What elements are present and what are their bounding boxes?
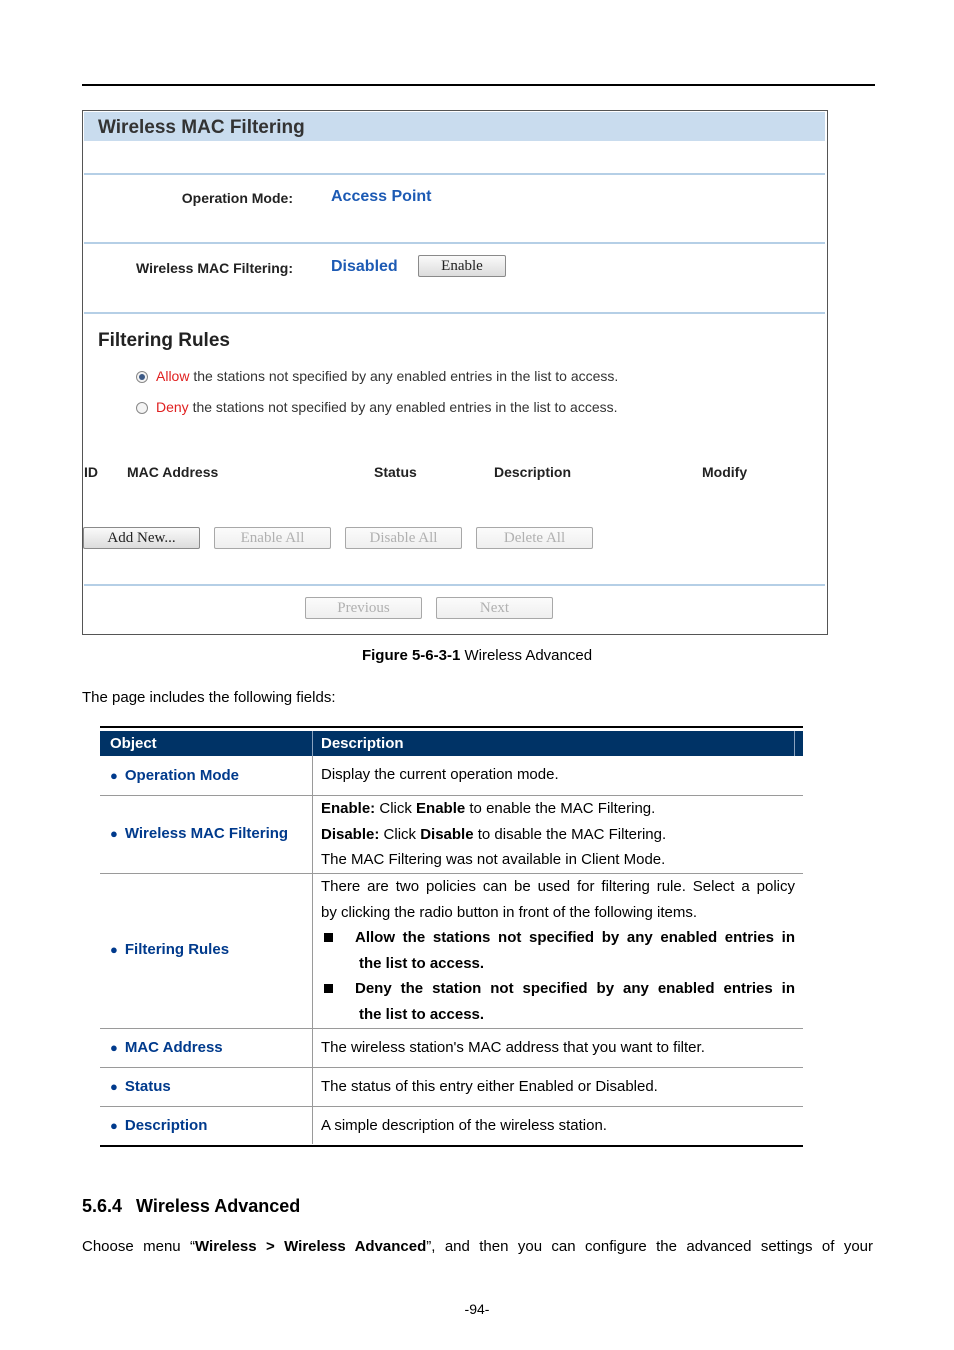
bullet-icon: ● <box>110 768 118 783</box>
intro-paragraph: The page includes the following fields: <box>82 689 336 706</box>
bullet-icon: ● <box>110 1118 118 1133</box>
header-object: Object <box>110 735 157 752</box>
row-object: ● Status <box>110 1078 171 1095</box>
table-row <box>100 1107 803 1144</box>
row-description: Enable: Click Enable to enable the MAC Filtering. Disable: Click Disable to disable the MAC Filtering. The MAC Filtering was not available in Client Mode. <box>321 800 667 868</box>
column-modify: Modify <box>702 464 748 480</box>
column-divider <box>312 874 313 1028</box>
row-description: Display the current operation mode. <box>321 766 559 783</box>
figure-caption <box>0 647 954 664</box>
table-bottom-rule <box>100 1145 803 1147</box>
column-id: ID <box>84 464 98 480</box>
allow-rule-text: the stations not specified by any enabled entries in the list to access. <box>193 368 619 384</box>
separator <box>84 173 825 175</box>
bullet-icon: ● <box>110 826 118 841</box>
header-divider <box>794 731 795 756</box>
operation-mode-value: Access Point <box>331 188 432 205</box>
panel-header <box>84 112 825 141</box>
row-description: There are two policies can be used for filtering rule. Select a policy by clicking the radio button in front of the following items. Allow the stations not specified by any enabled entries in the list to access. Deny the station not specified by any enabled entries in the list to access. <box>321 878 795 1023</box>
column-divider <box>312 1107 313 1144</box>
previous-button[interactable]: Previous <box>305 597 422 619</box>
filtering-rules-title: Filtering Rules <box>98 330 230 351</box>
section-number: 5.6.4 <box>82 1196 123 1216</box>
column-mac-address: MAC Address <box>127 464 219 480</box>
mac-filtering-status: Disabled <box>331 258 398 275</box>
wireless-mac-filtering-panel <box>82 110 828 635</box>
deny-rule-option[interactable] <box>136 399 618 415</box>
allow-rule-option[interactable] <box>136 368 618 384</box>
square-bullet-icon <box>324 933 333 942</box>
header-divider <box>312 731 313 756</box>
panel-title: Wireless MAC Filtering <box>98 117 305 138</box>
next-button[interactable]: Next <box>436 597 553 619</box>
deny-rule-text: the stations not specified by any enabled entries in the list to access. <box>192 399 618 415</box>
separator <box>84 242 825 244</box>
allow-keyword: Allow <box>156 368 190 384</box>
separator <box>84 312 825 314</box>
table-row <box>100 1029 803 1068</box>
row-object: ● Operation Mode <box>110 767 240 784</box>
deny-keyword: Deny <box>156 399 189 415</box>
enable-button[interactable]: Enable <box>418 255 506 277</box>
row-object: ● MAC Address <box>110 1039 223 1056</box>
table-top-rule <box>100 726 803 728</box>
figure-caption-text: Wireless Advanced <box>464 647 593 664</box>
row-object: ● Wireless MAC Filtering <box>110 825 289 842</box>
bullet-icon: ● <box>110 1079 118 1094</box>
column-divider <box>312 1029 313 1067</box>
row-object: ● Filtering Rules <box>110 941 230 958</box>
table-header <box>100 731 803 756</box>
row-description: The wireless station's MAC address that you want to filter. <box>321 1039 705 1056</box>
disable-all-button[interactable]: Disable All <box>345 527 462 549</box>
delete-all-button[interactable]: Delete All <box>476 527 593 549</box>
column-divider <box>312 796 313 873</box>
table-row <box>100 874 803 1029</box>
figure-label: Figure 5-6-3-1 <box>361 647 461 664</box>
row-object: ● Description <box>110 1117 208 1134</box>
bullet-icon: ● <box>110 942 118 957</box>
section-heading <box>82 1196 300 1217</box>
bullet-icon: ● <box>110 1040 118 1055</box>
column-divider <box>312 756 313 795</box>
column-description: Description <box>494 464 572 480</box>
page-number: -94- <box>464 1301 490 1317</box>
enable-all-button[interactable]: Enable All <box>214 527 331 549</box>
separator <box>84 584 825 586</box>
operation-mode-label: Operation Mode: <box>181 190 293 206</box>
row-description: The status of this entry either Enabled or Disabled. <box>321 1078 658 1095</box>
table-row <box>100 756 803 796</box>
square-bullet-icon <box>324 984 333 993</box>
table-row <box>100 796 803 874</box>
row-description: A simple description of the wireless station. <box>321 1117 607 1134</box>
top-rule <box>82 84 875 86</box>
column-divider <box>312 1068 313 1106</box>
section-title: Wireless Advanced <box>136 1196 301 1216</box>
add-new-button[interactable]: Add New... <box>83 527 200 549</box>
column-status: Status <box>374 464 417 480</box>
header-description: Description <box>321 735 404 752</box>
deny-radio[interactable] <box>136 402 148 414</box>
allow-radio[interactable] <box>136 371 148 383</box>
mac-filtering-label: Wireless MAC Filtering: <box>135 260 293 276</box>
table-row <box>100 1068 803 1107</box>
body-paragraph: Choose menu “Wireless > Wireless Advanced”, and then you can configure the advanced settings of your <box>82 1238 874 1255</box>
